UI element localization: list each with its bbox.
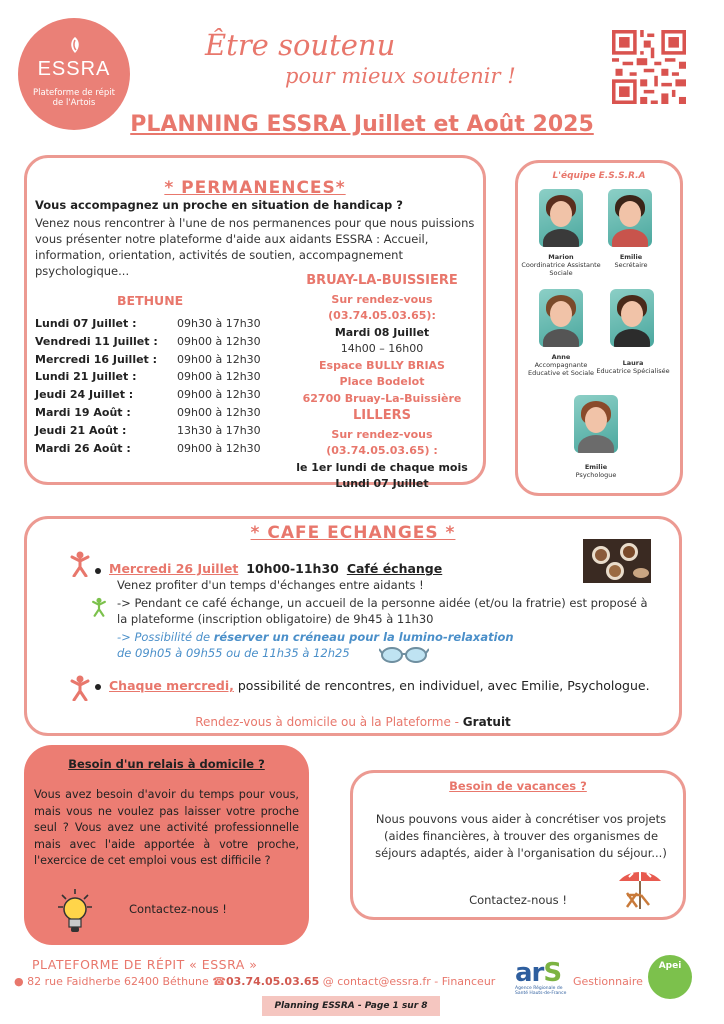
bruay-place: Espace BULLY BRIAS <box>319 358 445 372</box>
page-indicator: Planning ESSRA - Page 1 sur 8 <box>262 996 440 1016</box>
team-member-caption <box>589 253 673 269</box>
cafe-rdv-line <box>27 715 679 729</box>
cafe-date: Mercredi 26 Juillet <box>109 561 239 576</box>
child-icon <box>91 597 107 617</box>
list-item <box>35 404 290 422</box>
permanences-title: * PERMANENCES* <box>164 178 346 198</box>
lillers-line: Lundi 07 Juillet <box>335 477 429 490</box>
relais-title: Besoin d'un relais à domicile ? <box>68 757 265 771</box>
cafe-event-line <box>109 561 442 576</box>
team-member-name: Marion <box>548 253 574 261</box>
list-item <box>35 333 290 351</box>
page-title: PLANNING ESSRA Juillet et Août 2025 <box>130 112 594 137</box>
schedule-time: 09h00 à 12h30 <box>177 334 261 348</box>
lillers-title: LILLERS <box>353 408 411 423</box>
schedule-date: Mardi 19 Août : <box>35 405 131 419</box>
apei-logo <box>648 955 692 999</box>
permanences-intro: Venez nous rencontrer à l'une de nos permanences pour que nous puissions vous présenter notre plateforme d'aide aux aidants ESSRA : Accueil, information, orientation, activités de soutien, accompagnement psychologique... <box>35 216 475 278</box>
schedule-date: Lundi 07 Juillet : <box>35 317 137 330</box>
bruay-block <box>282 273 482 407</box>
cafe-echanges-panel <box>24 516 682 736</box>
avatar <box>610 289 654 347</box>
team-member-caption <box>591 359 675 375</box>
schedule-date: Vendredi 11 Juillet : <box>35 334 158 348</box>
ars-subtitle: Agence Régionale de Santé Hauts-de-France <box>515 986 567 996</box>
bethune-schedule <box>35 315 290 457</box>
cafe-free-label: Gratuit <box>462 715 511 729</box>
team-member-role: Educatrice Spécialisée <box>596 367 670 375</box>
lillers-block <box>282 408 482 493</box>
cafe-lumino-highlight: réserver un créneau pour la lumino-relaxation <box>213 630 514 644</box>
bullet-icon <box>95 684 101 690</box>
team-member-role: Accompagnante Educative et Sociale <box>527 361 595 377</box>
team-member-name: Emilie <box>584 463 608 471</box>
slogan-line-1: Être soutenu <box>205 28 396 62</box>
bullet-icon <box>95 568 101 574</box>
bethune-title: BETHUNE <box>117 293 184 308</box>
team-panel <box>515 160 683 496</box>
cafe-weekly-text: possibilité de rencontres, en individuel, avec Emilie, Psychologue. <box>233 678 650 693</box>
cafe-weekly-day: Chaque mercredi, <box>109 678 234 693</box>
team-member-caption <box>554 463 638 479</box>
cafe-text: -> Pendant ce café échange, un accueil de la personne aidée (et/ou la fratrie) est proposé à la plateforme (inscription obligatoire) de 9h45 à 11h30 <box>117 596 648 626</box>
glasses-icon <box>379 643 429 665</box>
footer-address: 82 rue Faidherbe 62400 Béthune <box>27 975 209 988</box>
list-item <box>35 422 290 440</box>
slogan-line-2: pour mieux soutenir ! <box>285 64 516 88</box>
cafe-label: Café échange <box>346 561 443 576</box>
vacances-contact[interactable]: Contactez-nous ! <box>469 893 567 907</box>
schedule-time: 09h00 à 12h30 <box>177 405 261 419</box>
lightbulb-icon <box>58 889 92 937</box>
team-title: L'équipe E.S.S.R.A <box>552 171 646 181</box>
avatar <box>574 395 618 453</box>
beach-chair-icon <box>615 869 665 911</box>
schedule-date: Mardi 26 Août : <box>35 441 131 455</box>
avatar <box>608 189 652 247</box>
person-icon <box>69 675 91 701</box>
list-item <box>35 386 290 404</box>
cafe-hours: 10h00-11h30 <box>246 561 339 576</box>
schedule-time: 09h00 à 12h30 <box>177 370 261 384</box>
ars-logo <box>515 958 561 988</box>
schedule-time: 09h00 à 12h30 <box>177 352 261 366</box>
schedule-time: 09h30 à 17h30 <box>177 317 261 330</box>
bruay-title: BRUAY-LA-BUISSIERE <box>306 273 458 288</box>
team-member-name: Anne <box>551 353 571 361</box>
ars-logo-s: S <box>543 958 562 988</box>
lillers-rdv: Sur rendez-vous (03.74.05.03.65) : <box>326 427 438 457</box>
phone-icon: ☎ <box>212 975 226 988</box>
avatar <box>539 289 583 347</box>
cafe-lumino-prefix: -> Possibilité de <box>117 630 214 644</box>
vacances-title: Besoin de vacances ? <box>449 779 587 793</box>
email-icon: @ <box>322 975 334 988</box>
relais-body: Vous avez besoin d'avoir du temps pour vous, mais vous ne voulez pas laisser votre proche seul ? Vous avez une activité professionnelle mais avec l'aide apportée à votre proche, l'exercice de cet emploi vous est difficile ? <box>34 788 299 867</box>
relais-panel <box>24 745 309 945</box>
bruay-date: Mardi 08 Juillet <box>334 325 430 339</box>
footer-phone[interactable]: 03.74.05.03.65 <box>225 975 320 988</box>
vacances-panel <box>350 770 686 920</box>
team-member-name: Laura <box>622 359 644 367</box>
gestionnaire-label: Gestionnaire <box>573 975 643 988</box>
team-member-role: Secrétaire <box>614 261 648 269</box>
lillers-line: le 1er lundi de chaque mois <box>296 460 468 474</box>
ars-logo-text: ar <box>515 958 544 988</box>
permanences-panel <box>24 155 486 490</box>
cafe-weekly-line <box>109 677 669 694</box>
relais-contact[interactable]: Contactez-nous ! <box>129 902 227 916</box>
footer-title: PLATEFORME DE RÉPIT « ESSRA » <box>32 957 258 972</box>
bruay-time: 14h00 – 16h00 <box>340 342 424 355</box>
team-member-role: Coordinatrice Assistante Sociale <box>521 261 601 277</box>
schedule-time: 09h00 à 12h30 <box>177 388 261 402</box>
leaf-icon <box>68 36 82 54</box>
schedule-date: Lundi 21 Juillet : <box>35 370 137 384</box>
avatar <box>539 189 583 247</box>
team-member-role: Psychologue <box>575 471 617 479</box>
person-icon <box>69 551 91 577</box>
schedule-time: 09h00 à 12h30 <box>177 441 261 455</box>
vacances-body: Nous pouvons vous aider à concrétiser vos projets (aides financières, à trouver des organismes de séjours adaptés, aider à l'organisation du séjour...) <box>375 812 667 860</box>
coffee-photo <box>583 539 651 583</box>
list-item <box>35 351 290 369</box>
cafe-title: * CAFE ECHANGES * <box>250 523 456 543</box>
cafe-text: Venez profiter d'un temps d'échanges entre aidants ! <box>117 578 424 592</box>
footer-contact-line <box>14 975 495 988</box>
bruay-rdv: Sur rendez-vous (03.74.05.03.65): <box>328 292 436 322</box>
schedule-time: 13h30 à 17h30 <box>177 423 261 437</box>
qr-code-icon[interactable] <box>612 30 686 104</box>
logo-name: ESSRA <box>37 58 111 80</box>
bruay-place: 62700 Bruay-La-Buissière <box>302 391 462 405</box>
footer-email[interactable]: contact@essra.fr - Financeur <box>337 975 496 988</box>
schedule-date: Mercredi 16 Juillet : <box>35 352 158 366</box>
list-item <box>35 368 290 386</box>
team-member-name: Emilie <box>619 253 643 261</box>
logo-subtitle: Plateforme de répit de l'Artois <box>33 88 115 108</box>
cafe-lumino-text <box>117 629 637 661</box>
schedule-date: Jeudi 24 Juillet : <box>35 388 134 402</box>
cafe-rdv-text: Rendez-vous à domicile ou à la Plateforme - <box>195 715 463 729</box>
permanences-question: Vous accompagnez un proche en situation de handicap ? <box>35 198 403 212</box>
apei-logo-text: Apei <box>658 961 682 971</box>
list-item <box>35 315 290 333</box>
location-icon: ● <box>14 975 24 988</box>
schedule-date: Jeudi 21 Août : <box>35 423 127 437</box>
list-item <box>35 440 290 458</box>
cafe-lumino-times: de 09h05 à 09h55 ou de 11h35 à 12h25 <box>117 646 350 660</box>
bruay-place: Place Bodelot <box>339 375 425 388</box>
